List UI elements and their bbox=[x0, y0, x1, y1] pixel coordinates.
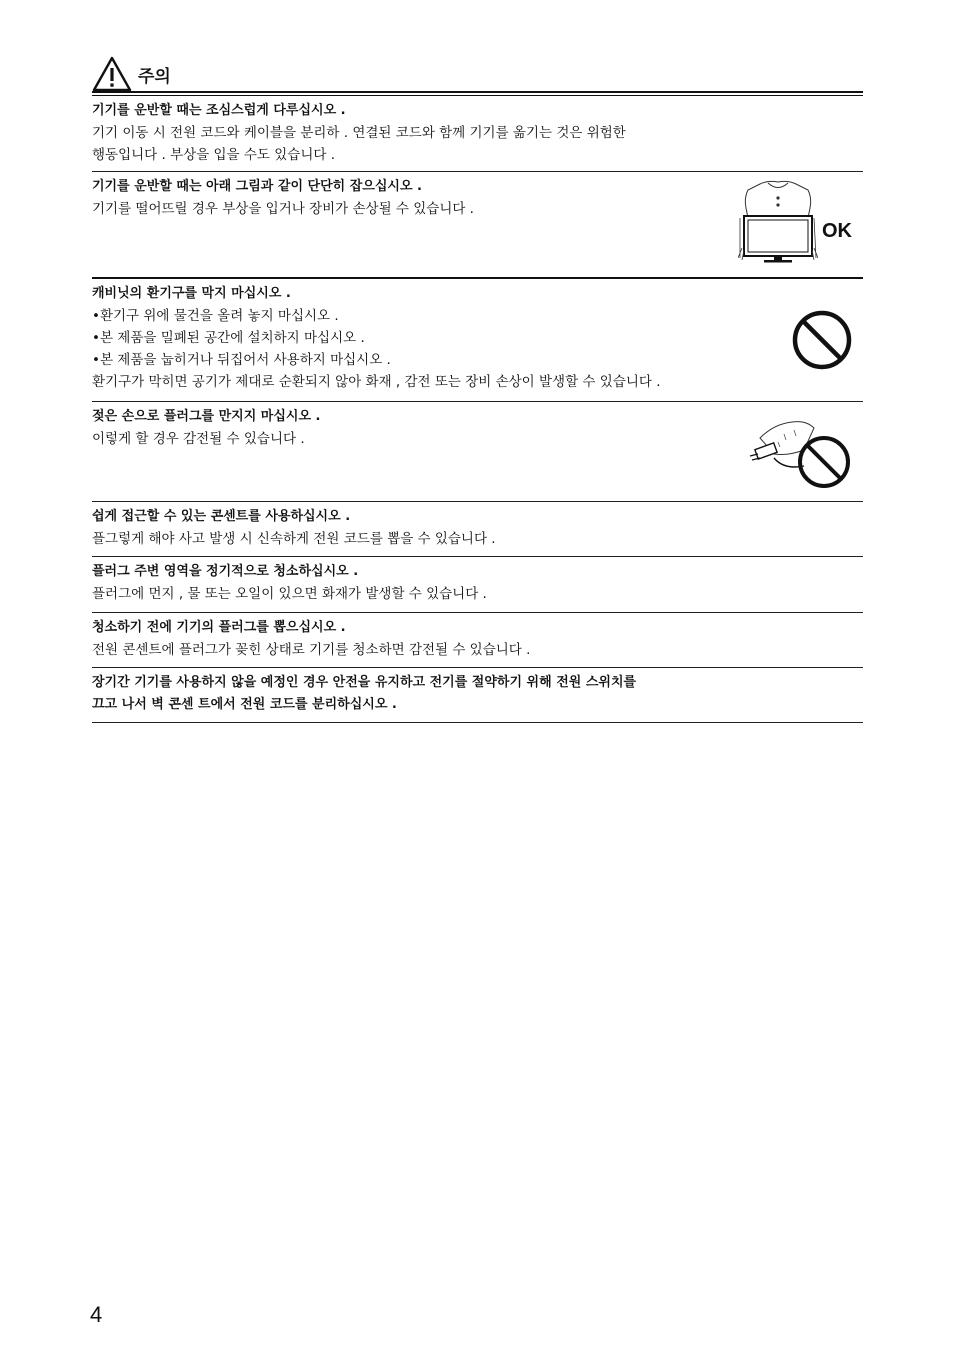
section-heading: 장기간 기기를 사용하지 않을 예정인 경우 안전을 유지하고 전기를 절약하기 위해 전원 스위치를 bbox=[92, 675, 637, 690]
section-heading: 기기를 운반할 때는 조심스럽게 다루십시오 . bbox=[92, 103, 346, 118]
wet-hand-plug-prohibition-icon bbox=[744, 410, 854, 490]
section-text: 기기 이동 시 전원 코드와 케이블을 분리하 . 연결된 코드와 함께 기기를 옮기는 것은 위험한 bbox=[92, 125, 626, 141]
caution-title: 주의 bbox=[138, 67, 171, 87]
section-accessible-outlet bbox=[92, 502, 863, 557]
section-heading: 끄고 나서 벽 콘센 트에서 전원 코드를 분리하십시오 . bbox=[92, 697, 397, 712]
section-ventilation bbox=[92, 279, 863, 402]
page-number: 4 bbox=[90, 1302, 103, 1327]
section-hold-firmly bbox=[92, 172, 863, 279]
warning-triangle-icon bbox=[92, 56, 132, 92]
caution-header bbox=[92, 54, 862, 94]
section-text: 환기구가 막히면 공기가 제대로 순환되지 않아 화재 , 감전 또는 장비 손상이 발생할 수 있습니다 . bbox=[92, 374, 661, 390]
section-heading: 청소하기 전에 기기의 플러그를 뽑으십시오 . bbox=[92, 620, 346, 635]
prohibition-icon bbox=[791, 309, 853, 371]
section-heading: 쉽게 접근할 수 있는 콘센트를 사용하십시오 . bbox=[92, 509, 351, 524]
person-holding-monitor-icon bbox=[738, 178, 818, 264]
bullet-item: • 본 제품을 눕히거나 뒤집어서 사용하지 마십시오 . bbox=[92, 349, 863, 371]
section-heading: 플러그 주변 영역을 정기적으로 청소하십시오 . bbox=[92, 564, 359, 579]
section-carry-carefully bbox=[92, 96, 863, 172]
section-text: 행동입니다 . 부상을 입을 수도 있습니다 . bbox=[92, 147, 335, 163]
section-text: 플러그에 먼지 , 물 또는 오일이 있으면 화재가 발생할 수 있습니다 . bbox=[92, 586, 487, 602]
section-unplug-before-cleaning bbox=[92, 613, 863, 668]
ok-label: OK bbox=[822, 220, 852, 242]
section-text: 전원 콘센트에 플러그가 꽂힌 상태로 기기를 청소하면 감전될 수 있습니다 . bbox=[92, 642, 531, 658]
section-heading: 캐비닛의 환기구를 막지 마십시오 . bbox=[92, 286, 291, 301]
section-clean-plug-area bbox=[92, 557, 863, 613]
section-text: 이렇게 할 경우 감전될 수 있습니다 . bbox=[92, 431, 305, 447]
section-heading: 젖은 손으로 플러그를 만지지 마십시오 . bbox=[92, 409, 321, 424]
section-heading: 기기를 운반할 때는 아래 그림과 같이 단단히 잡으십시오 . bbox=[92, 179, 422, 194]
section-text: 기기를 떨어뜨릴 경우 부상을 입거나 장비가 손상될 수 있습니다 . bbox=[92, 201, 474, 217]
bullet-item: • 본 제품을 밀폐된 공간에 설치하지 마십시오 . bbox=[92, 327, 863, 349]
section-long-term-unplug bbox=[92, 668, 863, 723]
section-text: 플그렇게 해야 사고 발생 시 신속하게 전원 코드를 뽑을 수 있습니다 . bbox=[92, 531, 496, 547]
section-wet-hands bbox=[92, 402, 863, 502]
bullet-item: • 환기구 위에 물건을 올려 놓지 마십시오 . bbox=[92, 305, 863, 327]
